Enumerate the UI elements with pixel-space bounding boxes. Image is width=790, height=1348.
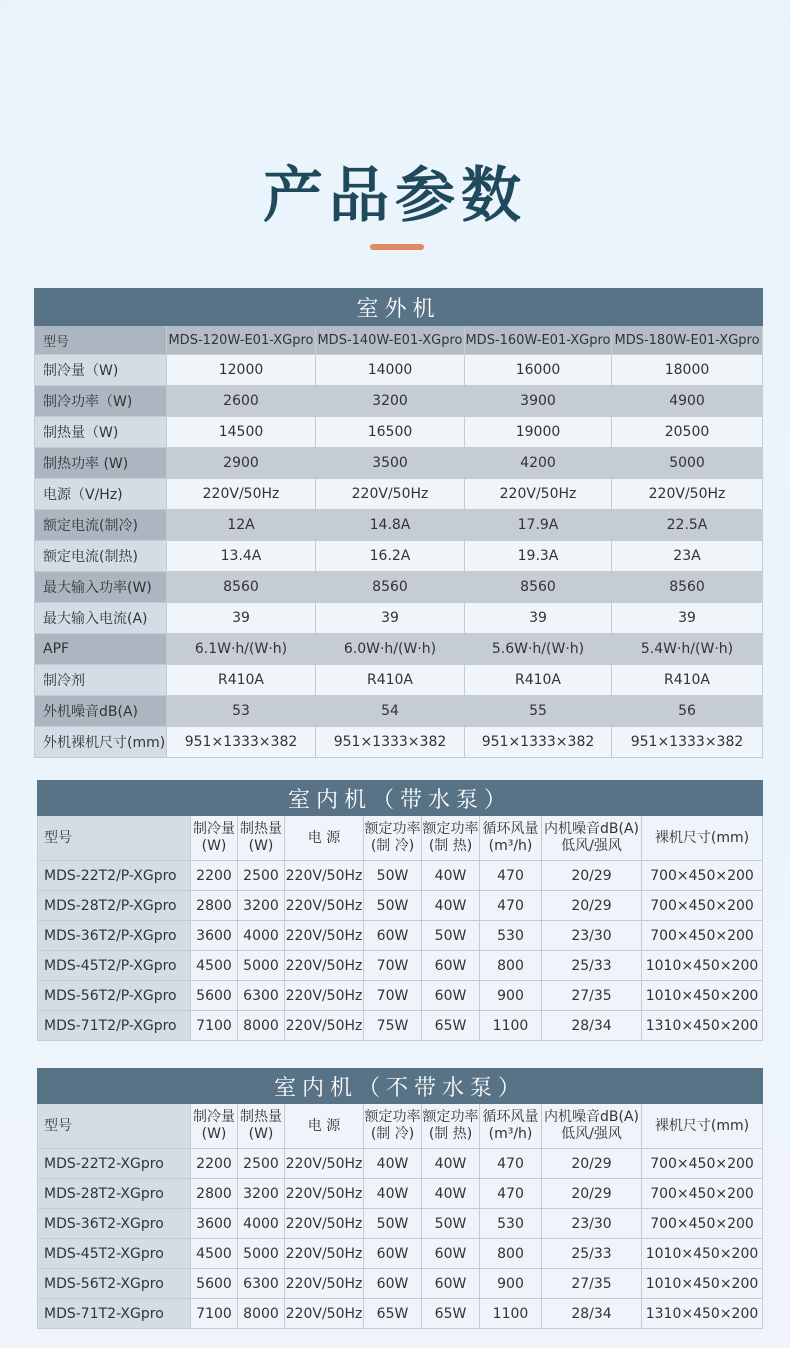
outdoor-spec-table [34, 288, 763, 758]
header-cell: 裸机尺寸(mm) [642, 1104, 763, 1149]
table-cell: 40W [364, 1149, 422, 1179]
table-cell: 16.2A [316, 541, 465, 572]
table-cell: 220V/50Hz [316, 479, 465, 510]
header-model-label: 型号 [38, 1104, 191, 1149]
table-cell: 65W [364, 1299, 422, 1329]
table-cell: 700×450×200 [642, 891, 763, 921]
header-cell: 制冷量 (W) [191, 816, 238, 861]
table-cell: 60W [422, 1269, 480, 1299]
table-cell: 470 [480, 1149, 542, 1179]
table-cell: 8560 [465, 572, 612, 603]
row-label: MDS-45T2-XGpro [38, 1239, 191, 1269]
table-cell: 220V/50Hz [465, 479, 612, 510]
table-row [38, 1011, 763, 1041]
table-cell: 16500 [316, 417, 465, 448]
table-cell: 951×1333×382 [167, 727, 316, 758]
table-row [35, 665, 763, 696]
table-cell: 3500 [316, 448, 465, 479]
table-cell: 220V/50Hz [285, 981, 364, 1011]
row-label: MDS-22T2/P-XGpro [38, 861, 191, 891]
table-cell: 50W [364, 1209, 422, 1239]
table-cell: 220V/50Hz [285, 1011, 364, 1041]
header-model-label: 型号 [35, 326, 167, 355]
table-header-row [38, 1104, 763, 1149]
table-cell: 220V/50Hz [167, 479, 316, 510]
table-cell: 54 [316, 696, 465, 727]
table-cell: R410A [316, 665, 465, 696]
table-cell: 220V/50Hz [612, 479, 763, 510]
table-cell: 39 [316, 603, 465, 634]
table-cell: 3600 [191, 1209, 238, 1239]
table-cell: 20/29 [542, 1179, 642, 1209]
table-cell: 40W [422, 1179, 480, 1209]
title-underline [370, 244, 424, 250]
table-row [38, 951, 763, 981]
table-row [35, 448, 763, 479]
table-header-row [35, 326, 763, 355]
table-cell: 16000 [465, 355, 612, 386]
table-cell: 5000 [238, 951, 285, 981]
table-cell: 23/30 [542, 1209, 642, 1239]
table-cell: 530 [480, 1209, 542, 1239]
table-cell: 27/35 [542, 981, 642, 1011]
table-cell: 7100 [191, 1299, 238, 1329]
table-cell: 39 [612, 603, 763, 634]
row-label: 外机噪音dB(A) [35, 696, 167, 727]
table-cell: 20500 [612, 417, 763, 448]
table-cell: 50W [422, 1209, 480, 1239]
header-cell: 内机噪音dB(A) 低风/强风 [542, 816, 642, 861]
table-cell: 220V/50Hz [285, 1209, 364, 1239]
table-cell: 220V/50Hz [285, 1299, 364, 1329]
table-cell: 6300 [238, 1269, 285, 1299]
header-cell: 循环风量 (m³/h) [480, 816, 542, 861]
table-cell: 28/34 [542, 1011, 642, 1041]
table-cell: 14.8A [316, 510, 465, 541]
table-cell: 60W [364, 921, 422, 951]
outdoor-table-title: 室外机 [35, 289, 763, 326]
table-cell: 1100 [480, 1299, 542, 1329]
table-cell: 70W [364, 981, 422, 1011]
table-row [35, 355, 763, 386]
header-cell: MDS-160W-E01-XGpro [465, 326, 612, 355]
table-row [35, 510, 763, 541]
table-cell: 6300 [238, 981, 285, 1011]
table-cell: 25/33 [542, 951, 642, 981]
header-cell: 额定功率 (制 冷) [364, 1104, 422, 1149]
table-row [35, 479, 763, 510]
table-cell: R410A [612, 665, 763, 696]
table-cell: 4900 [612, 386, 763, 417]
table-row [38, 1239, 763, 1269]
table-cell: 22.5A [612, 510, 763, 541]
table-cell: 20/29 [542, 891, 642, 921]
table-cell: 20/29 [542, 861, 642, 891]
table-cell: 220V/50Hz [285, 861, 364, 891]
table-cell: 55 [465, 696, 612, 727]
table-row [35, 696, 763, 727]
header-cell: MDS-120W-E01-XGpro [167, 326, 316, 355]
row-label: APF [35, 634, 167, 665]
table-cell: 4200 [465, 448, 612, 479]
table-cell: 4500 [191, 951, 238, 981]
table-cell: 700×450×200 [642, 921, 763, 951]
table-cell: 800 [480, 1239, 542, 1269]
table-cell: 1010×450×200 [642, 981, 763, 1011]
row-label: 制冷量（W) [35, 355, 167, 386]
header-cell: 制热量 (W) [238, 1104, 285, 1149]
header-cell: 电 源 [285, 816, 364, 861]
table-cell: 53 [167, 696, 316, 727]
table-cell: 60W [422, 1239, 480, 1269]
table-cell: 700×450×200 [642, 861, 763, 891]
table-cell: 50W [364, 891, 422, 921]
row-label: MDS-56T2/P-XGpro [38, 981, 191, 1011]
table-cell: 19.3A [465, 541, 612, 572]
table-cell: 50W [364, 861, 422, 891]
table-cell: 8000 [238, 1299, 285, 1329]
table-cell: 60W [422, 951, 480, 981]
header-cell: MDS-140W-E01-XGpro [316, 326, 465, 355]
table-cell: 530 [480, 921, 542, 951]
table-row [35, 541, 763, 572]
table-cell: 700×450×200 [642, 1149, 763, 1179]
table-cell: 7100 [191, 1011, 238, 1041]
table-cell: 1100 [480, 1011, 542, 1041]
table-cell: 25/33 [542, 1239, 642, 1269]
table-cell: 56 [612, 696, 763, 727]
table-cell: 8560 [167, 572, 316, 603]
table-cell: 900 [480, 981, 542, 1011]
table-cell: 4000 [238, 921, 285, 951]
header-cell: MDS-180W-E01-XGpro [612, 326, 763, 355]
row-label: 额定电流(制热) [35, 541, 167, 572]
table-row [35, 572, 763, 603]
header-cell: 额定功率 (制 冷) [364, 816, 422, 861]
header-cell: 电 源 [285, 1104, 364, 1149]
table-cell: 2800 [191, 1179, 238, 1209]
table-cell: 17.9A [465, 510, 612, 541]
table-cell: 470 [480, 1179, 542, 1209]
table-cell: 27/35 [542, 1269, 642, 1299]
table-cell: 1310×450×200 [642, 1011, 763, 1041]
row-label: 外机裸机尺寸(mm) [35, 727, 167, 758]
indoor-pump-spec-table [37, 780, 763, 1041]
table-cell: 19000 [465, 417, 612, 448]
table-row [38, 981, 763, 1011]
header-cell: 裸机尺寸(mm) [642, 816, 763, 861]
table-cell: 1010×450×200 [642, 1269, 763, 1299]
table-row [35, 727, 763, 758]
table-row [38, 1149, 763, 1179]
table-cell: 50W [422, 921, 480, 951]
table-cell: 8560 [316, 572, 465, 603]
header-cell: 制冷量 (W) [191, 1104, 238, 1149]
page-title: 产品参数 [263, 161, 527, 231]
table-row [38, 1179, 763, 1209]
table-cell: R410A [465, 665, 612, 696]
row-label: 制热功率 (W) [35, 448, 167, 479]
table-cell: 40W [422, 891, 480, 921]
table-cell: 4500 [191, 1239, 238, 1269]
table-cell: 4000 [238, 1209, 285, 1239]
table-cell: 20/29 [542, 1149, 642, 1179]
table-row [35, 417, 763, 448]
table-cell: 14000 [316, 355, 465, 386]
row-label: MDS-28T2-XGpro [38, 1179, 191, 1209]
table-cell: 220V/50Hz [285, 1239, 364, 1269]
table-cell: 2500 [238, 861, 285, 891]
row-label: 最大输入功率(W) [35, 572, 167, 603]
table-cell: 3200 [316, 386, 465, 417]
table-cell: 12000 [167, 355, 316, 386]
table-cell: 951×1333×382 [612, 727, 763, 758]
row-label: MDS-22T2-XGpro [38, 1149, 191, 1179]
table-cell: 220V/50Hz [285, 1179, 364, 1209]
table-cell: 951×1333×382 [465, 727, 612, 758]
table-cell: 18000 [612, 355, 763, 386]
table-row [35, 386, 763, 417]
table-cell: 700×450×200 [642, 1179, 763, 1209]
row-label: MDS-71T2-XGpro [38, 1299, 191, 1329]
table-cell: 14500 [167, 417, 316, 448]
table-cell: 5.4W·h/(W·h) [612, 634, 763, 665]
table-cell: 2900 [167, 448, 316, 479]
table-cell: 12A [167, 510, 316, 541]
table-row [38, 1269, 763, 1299]
table-cell: 70W [364, 951, 422, 981]
table-cell: R410A [167, 665, 316, 696]
table-cell: 65W [422, 1011, 480, 1041]
table-cell: 1010×450×200 [642, 1239, 763, 1269]
table-cell: 1010×450×200 [642, 951, 763, 981]
table-cell: 40W [364, 1179, 422, 1209]
table-cell: 65W [422, 1299, 480, 1329]
table-cell: 39 [465, 603, 612, 634]
table-cell: 75W [364, 1011, 422, 1041]
table-cell: 2600 [167, 386, 316, 417]
header-cell: 制热量 (W) [238, 816, 285, 861]
table-cell: 5.6W·h/(W·h) [465, 634, 612, 665]
indoor-nopump-table-title: 室内机（不带水泵） [38, 1069, 763, 1104]
table-cell: 3200 [238, 891, 285, 921]
table-cell: 3900 [465, 386, 612, 417]
table-cell: 2800 [191, 891, 238, 921]
table-cell: 220V/50Hz [285, 1149, 364, 1179]
table-cell: 8000 [238, 1011, 285, 1041]
table-cell: 3600 [191, 921, 238, 951]
table-cell: 6.1W·h/(W·h) [167, 634, 316, 665]
table-cell: 60W [364, 1269, 422, 1299]
table-cell: 3200 [238, 1179, 285, 1209]
table-header-row [38, 816, 763, 861]
header-cell: 额定功率 (制 热) [422, 1104, 480, 1149]
table-cell: 220V/50Hz [285, 1269, 364, 1299]
row-label: 制冷剂 [35, 665, 167, 696]
table-cell: 5600 [191, 1269, 238, 1299]
table-cell: 700×450×200 [642, 1209, 763, 1239]
table-cell: 5600 [191, 981, 238, 1011]
table-row [35, 603, 763, 634]
header-cell: 额定功率 (制 热) [422, 816, 480, 861]
row-label: 最大输入电流(A) [35, 603, 167, 634]
row-label: 制热量（W) [35, 417, 167, 448]
table-cell: 2200 [191, 861, 238, 891]
table-cell: 220V/50Hz [285, 891, 364, 921]
table-row [38, 861, 763, 891]
table-row [35, 634, 763, 665]
table-cell: 220V/50Hz [285, 921, 364, 951]
indoor-nopump-spec-table [37, 1068, 763, 1329]
header-model-label: 型号 [38, 816, 191, 861]
indoor-pump-table-title: 室内机（带水泵） [38, 781, 763, 816]
row-label: MDS-28T2/P-XGpro [38, 891, 191, 921]
header-cell: 内机噪音dB(A) 低风/强风 [542, 1104, 642, 1149]
table-cell: 5000 [612, 448, 763, 479]
row-label: 电源（V/Hz) [35, 479, 167, 510]
table-cell: 1310×450×200 [642, 1299, 763, 1329]
table-cell: 60W [422, 981, 480, 1011]
table-cell: 40W [422, 861, 480, 891]
table-cell: 40W [422, 1149, 480, 1179]
row-label: MDS-36T2/P-XGpro [38, 921, 191, 951]
table-cell: 220V/50Hz [285, 951, 364, 981]
table-cell: 5000 [238, 1239, 285, 1269]
table-row [38, 1209, 763, 1239]
table-cell: 951×1333×382 [316, 727, 465, 758]
table-cell: 800 [480, 951, 542, 981]
table-cell: 39 [167, 603, 316, 634]
table-cell: 2200 [191, 1149, 238, 1179]
row-label: 制冷功率（W) [35, 386, 167, 417]
row-label: MDS-56T2-XGpro [38, 1269, 191, 1299]
table-cell: 60W [364, 1239, 422, 1269]
table-row [38, 921, 763, 951]
table-row [38, 891, 763, 921]
table-cell: 28/34 [542, 1299, 642, 1329]
table-cell: 23A [612, 541, 763, 572]
row-label: MDS-45T2/P-XGpro [38, 951, 191, 981]
table-cell: 8560 [612, 572, 763, 603]
table-cell: 13.4A [167, 541, 316, 572]
table-row [38, 1299, 763, 1329]
row-label: MDS-71T2/P-XGpro [38, 1011, 191, 1041]
table-cell: 6.0W·h/(W·h) [316, 634, 465, 665]
table-cell: 470 [480, 891, 542, 921]
row-label: 额定电流(制冷) [35, 510, 167, 541]
row-label: MDS-36T2-XGpro [38, 1209, 191, 1239]
table-cell: 2500 [238, 1149, 285, 1179]
table-cell: 900 [480, 1269, 542, 1299]
table-cell: 23/30 [542, 921, 642, 951]
table-cell: 470 [480, 861, 542, 891]
header-cell: 循环风量 (m³/h) [480, 1104, 542, 1149]
